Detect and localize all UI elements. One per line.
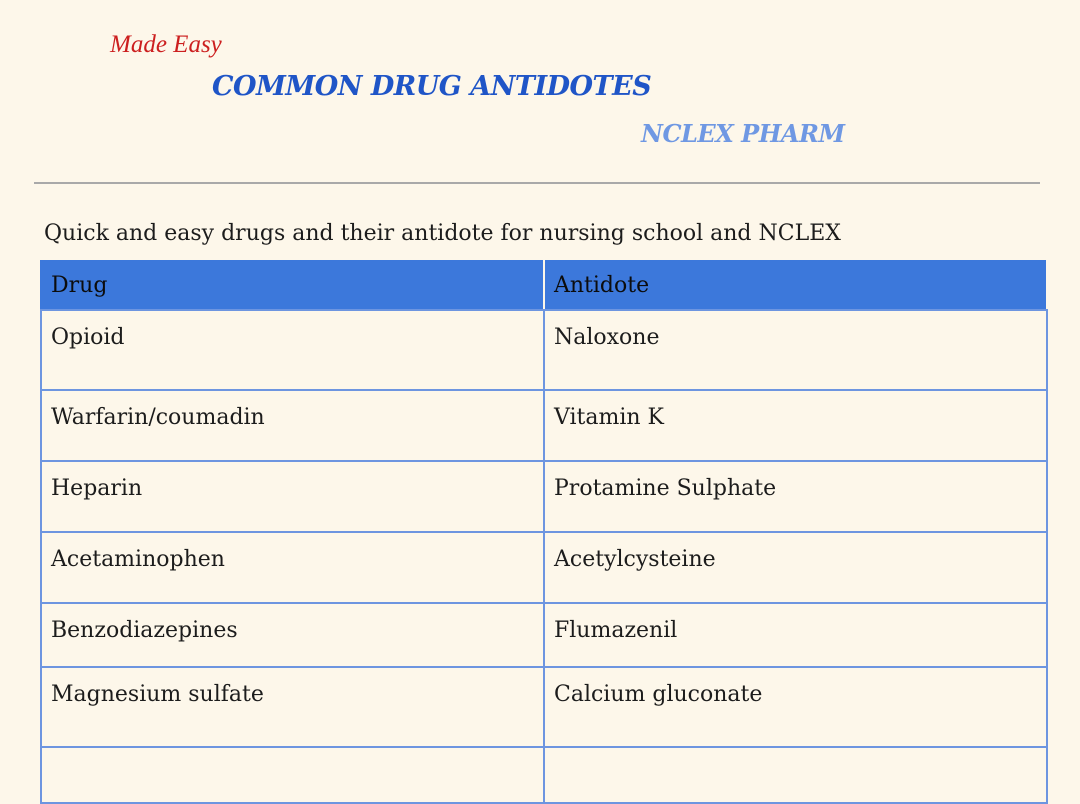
- table-row: [41, 461, 1047, 532]
- column-header-drug: Drug: [41, 259, 544, 310]
- table-row: [41, 603, 1047, 667]
- page-subtitle: NCLEX PHARM: [641, 119, 845, 148]
- drug-cell: Magnesium sulfate: [41, 667, 544, 747]
- antidote-cell: Protamine Sulphate: [544, 461, 1047, 532]
- drug-cell: Opioid: [41, 310, 544, 390]
- antidote-cell: Calcium gluconate: [544, 667, 1047, 747]
- drug-cell: [41, 747, 544, 803]
- antidote-cell: Naloxone: [544, 310, 1047, 390]
- intro-text: Quick and easy drugs and their antidote for nursing school and NCLEX: [44, 221, 841, 246]
- table-row: [41, 532, 1047, 603]
- table-row: [41, 390, 1047, 461]
- antidote-cell: Acetylcysteine: [544, 532, 1047, 603]
- antidote-table: [40, 258, 1048, 804]
- drug-cell: Heparin: [41, 461, 544, 532]
- page-title: COMMON DRUG ANTIDOTES: [212, 71, 652, 102]
- drug-cell: Warfarin/coumadin: [41, 390, 544, 461]
- table-header-row: [41, 259, 1047, 310]
- antidote-cell: Vitamin K: [544, 390, 1047, 461]
- drug-cell: Benzodiazepines: [41, 603, 544, 667]
- antidote-cell: [544, 747, 1047, 803]
- table-row: [41, 747, 1047, 803]
- tagline: Made Easy: [110, 31, 222, 58]
- antidote-cell: Flumazenil: [544, 603, 1047, 667]
- table-row: [41, 667, 1047, 747]
- divider: [34, 182, 1040, 184]
- drug-cell: Acetaminophen: [41, 532, 544, 603]
- table-row: [41, 310, 1047, 390]
- column-header-antidote: Antidote: [544, 259, 1047, 310]
